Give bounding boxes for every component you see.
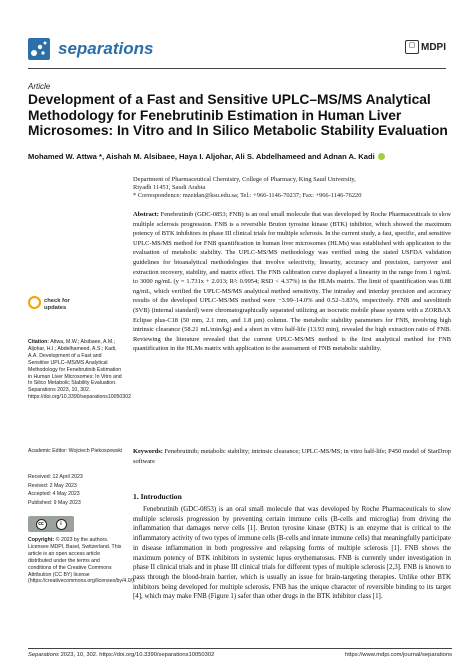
mdpi-mark-icon: ▢: [405, 40, 419, 54]
abstract-text: Fenebrutinib (GDC-0853; FNB) is an oral small molecule that was developed by Roche Pharmaceuticals to slow multiple sclerosis progression. FNB is a reversible Bruton tyrosine kinase (BTK) inhibitor, which showed the maximum potency of BTK inhibitors in phase III clinical trials for multiple sclerosis. In the current study, a fast, specific, and sensitive UPLC-MS/MS method for FNB quantification in human liver microsomes (HLMs) was established with application to the evaluation of metabolic stability. The UPLC-MS/MS methodology was verified using the stated USFDA validation guidelines for bioanalytical methodologies that involve selectivity, linearity, accuracy and precision, carryover and extraction recovery, stability, and matrix effect. The FNB calibration curve displayed a linearity in the range from 1 ng/mL to 3000 ng/mL (y = 1.731x + 2.013; R²: 0.9954; RSD < 4.37%) in the HLMs matrix. The limit of quantification was 0.88 ng/mL, which verified the UPLC-MS/MS analytical method sensitivity. The intraday and interday precision and accuracy results of the developed UPLC-MS/MS method were −3.99–14.0% and 0.52–3.83%, respectively. FNB and savolitinib (SVB) (internal standard) were chromatographically separated utilizing an isocratic mobile phase system with a ZORBAX Eclipse plus-C18 (50 mm, 2.1 mm, and 1.8 μm) column. The metabolic stability parameters for FNB, involving high intrinsic clearance (58.21 mL/min/kg) and a short in vitro half-life (13.93 min), revealed the high extraction ratio of FNB. Reviewing the literature revealed that the current UPLC-MS/MS method is the first analytical method for FNB quantification in the HLMs matrix with application to the assessment of FNB metabolic stability.: [133, 211, 451, 353]
footer-journal-url[interactable]: https://www.mdpi.com/journal/separations: [345, 652, 452, 658]
received-date: Received: 12 April 2023: [28, 474, 83, 480]
citation-block: [28, 339, 131, 401]
check-for-updates-badge[interactable]: [28, 296, 124, 336]
article-type: Article: [28, 82, 51, 91]
abstract-label: Abstract:: [133, 211, 159, 218]
check-updates-icon: [28, 296, 41, 309]
footer-citation: [28, 652, 214, 658]
orcid-icon[interactable]: [378, 153, 385, 160]
journal-logo-icon: [28, 38, 50, 60]
section-heading-introduction: 1. Introduction: [133, 492, 182, 501]
journal-header: [28, 38, 446, 76]
page-footer: [28, 648, 452, 658]
footer-doi[interactable]: 2023, 10, 302. https://doi.org/10.3390/separations10050302: [60, 652, 215, 658]
correspondence-line: * Correspondence: mzeidan@ksu.edu.sa; Tel.: +966-1146-70237; Fax: +966-1146-76220: [133, 192, 362, 200]
accepted-date: Accepted: 4 May 2023: [28, 491, 80, 498]
article-title: Development of a Fast and Sensitive UPLC–MS/MS Analytical Methodology for Fenebrutinib Estimation in Human Liver Microsomes: In Vitro and In Silico Metabolic Stability Evaluation: [28, 92, 448, 138]
footer-journal: Separations: [28, 652, 59, 658]
cc-license-badge[interactable]: [28, 516, 74, 532]
article-dates: [28, 473, 124, 507]
affiliation-line-2: Riyadh 11451, Saudi Arabia: [133, 184, 206, 192]
copyright-text: © 2023 by the authors. Licensee MDPI, Basel, Switzerland. This article is an open access article distributed under the terms and conditions of the Creative Commons Attribution (CC BY) license (https://creativecommons.org/licenses/by/4.0/).: [28, 537, 136, 585]
citation-label: Citation:: [28, 339, 50, 345]
copyright-block: [28, 537, 136, 585]
copyright-label: Copyright:: [28, 537, 55, 543]
published-date: Published: 9 May 2023: [28, 499, 81, 506]
affiliation: [133, 176, 453, 201]
cc-icon: cc: [36, 519, 47, 530]
keywords-label: Keywords:: [133, 448, 163, 455]
header-rule: [28, 68, 446, 69]
author-list: [28, 152, 458, 161]
academic-editor: Academic Editor: Wojciech Piekoszewski: [28, 448, 123, 454]
affiliation-line-1: Department of Pharmaceutical Chemistry, College of Pharmacy, King Saud University,: [133, 176, 356, 183]
updates-line-2: updates: [44, 304, 67, 311]
abstract: [133, 210, 451, 354]
publisher-name: MDPI: [421, 41, 446, 53]
updates-line-1: check for: [44, 298, 70, 304]
publisher-logo[interactable]: [405, 40, 446, 54]
revised-date: Revised: 2 May 2023: [28, 482, 77, 489]
citation-text: Attwa, M.W.; Alsibaee, A.M.; Aljohar, H.I.; Abdelhameed, A.S.; Kadi, A.A. Development of a Fast and Sensitive UPLC–MS/MS Analytical Methodology for Fenebrutinib Estimation in Human Liver Microsomes: In Vitro and In Silico Metabolic Stability Evaluation. Separations 2023, 10, 302. https://doi.org/10.3390/separations10050302: [28, 339, 131, 401]
introduction-paragraph: Fenebrutinib (GDC-0853) is an oral small molecule that was developed by Roche Pharmaceuticals to slow multiple sclerosis progression by preventing certain immune cells (B-cells and microglia) from driving the inflammation that damages nerve cells [1]. Bruton tyrosine kinase (BTK) is an enzyme that is critical to the inflammatory activity of two types of immune cells (B-cells and innate immune cells) that meaningfully participate in disease inflammation in both progressive and relapsing forms of multiple sclerosis [1]. FNB shows the maximum potency of BTK inhibitors in systemic lupus erythematosus. FNB is currently under investigation in phase II clinical trials and in phase III clinical trials for different types of multiple sclerosis [2,3]. FNB is known to pass through the blood-brain barrier, which is usually an issue for brain-targeting therapies. Unlike other BTK inhibitors being developed for multiple sclerosis, FNB has the unique character of reversible binding to its target [4], which may make FNB (Figure 1) safer than other drugs in the BTK inhibitor class [1].: [133, 506, 451, 601]
journal-name[interactable]: separations: [58, 39, 154, 58]
by-icon: i: [56, 519, 67, 530]
authors-text: Mohamed W. Attwa *, Aishah M. Alsibaee, Haya I. Aljohar, Ali S. Abdelhameed and Adnan A. Kadi: [28, 152, 375, 161]
keywords: [133, 447, 451, 466]
keywords-text: Fenebrutinib; metabolic stability; intrinsic clearance; UPLC-MS/MS; in vitro half-life; P450 model of StarDrop software: [133, 448, 451, 465]
